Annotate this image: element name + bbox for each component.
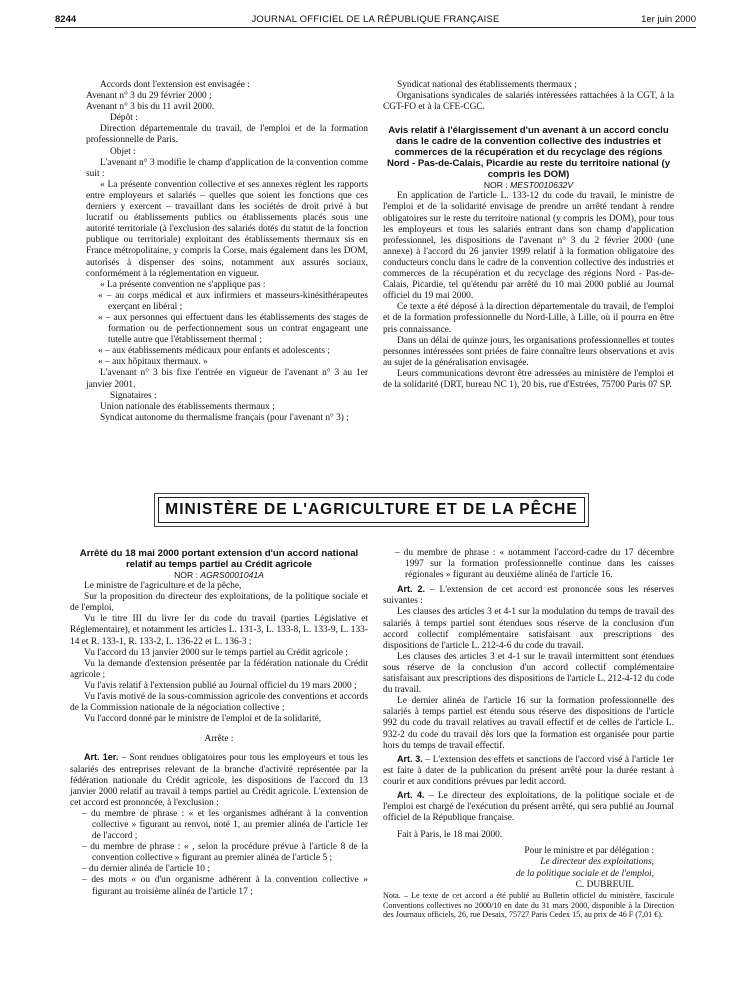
paragraph: Syndicat autonome du thermalisme français (pour l'avenant n° 3) ; <box>100 412 349 423</box>
paragraph: Union nationale des établissements thermaux ; <box>100 401 275 412</box>
paragraph: Accords dont l'extension est envisagée : <box>100 80 250 90</box>
article-label: Art. 2. <box>397 584 426 595</box>
paragraph: Syndicat national des établissements thermaux ; <box>397 80 577 90</box>
article-2 <box>383 584 674 607</box>
page-number: 8244 <box>55 14 77 25</box>
list-item: « – aux hôpitaux thermaux. » <box>98 357 208 368</box>
paragraph: Signataires : <box>110 390 157 401</box>
article-text: – Le directeur des exploitations, de la politique sociale et de l'emploi est chargé de l'exécution du présent arrêté, qui sera publié au Journal officiel de la République française. <box>383 790 675 824</box>
signature-line: Le directeur des exploitations, <box>540 857 654 868</box>
decree-title: Arrêté du 18 mai 2000 portant extension d'un accord national relatif au temps partiel au Crédit agricole <box>79 548 359 570</box>
list-item: – du membre de phrase : « et les organismes adhérant à la convention collective » figurant au renvoi, noté 1, au premier alinéa de l'article 1er de l'accord ; <box>82 808 368 842</box>
issue-date: 1er juin 2000 <box>641 14 696 25</box>
bottom-right-column <box>383 548 674 920</box>
list-item: « – aux personnes qui effectuent dans les établissements des stages de formation ou de perfectionnement sous un contrat engageant une tutelle autre que l'établissement thermal ; <box>98 312 368 346</box>
article-label: Art. 3. <box>397 753 423 764</box>
paragraph: Objet : <box>110 146 136 157</box>
paragraph: Avenant n° 3 bis du 11 avril 2000. <box>86 102 215 113</box>
article-text: – L'extension des effets et sanctions de l'accord visé à l'article 1er est faite à dater de la publication du présent arrêté pour la durée restant à courir et aux conditions prévues par ledit accord. <box>383 754 674 787</box>
paragraph: Vu l'accord du 13 janvier 2000 sur le temps partiel au Crédit agricole ; <box>84 647 348 658</box>
signature-line: Pour le ministre et par délégation : <box>524 846 654 857</box>
signing-place-date: Fait à Paris, le 18 mai 2000. <box>397 830 503 841</box>
article-1 <box>70 752 368 808</box>
bottom-left-column <box>70 548 368 898</box>
paragraph: Vu l'accord donné par le ministre de l'emploi et de la solidarité, <box>84 714 322 725</box>
footnote: Nota. – Le texte de cet accord a été publié au Bulletin officiel du ministère, fascicule Conventions collectives no 2000/10 en date du 31 mars 2000, disponible à la Direction des Journaux officiels, 26, rue Desaix, 75727 Paris Cedex 15, au prix de 46 F (7,01 €). <box>383 890 674 920</box>
paragraph: « La présente convention ne s'applique pas : <box>100 279 266 290</box>
article-3 <box>383 754 674 788</box>
paragraph: Vu l'avis relatif à l'extension publié au Journal officiel du 19 mars 2000 ; <box>84 680 357 691</box>
paragraph: En application de l'article L. 133-12 du code du travail, le ministre de l'emploi et de la solidarité envisage de prendre un arrêté tendant à rendre obligatoires sur le reste du territoire national (y compris les DOM), pour tous les employeurs et tous les salariés entrant dans son champ d'application professionnel, les dispositions de l'avenant n° 3 du 2 février 2000 (une annexe) à l'accord du 26 janvier 1999 relatif à la formation obligatoire des conducteurs conclu dans le cadre de la convention collective des industries et commerces de la récupération et du recyclage des régions Nord - Pas-de-Calais, Picardie, tel qu'étendu par arrêté du 10 mai 2000 publié au Journal officiel du 19 mai 2000. <box>383 191 674 302</box>
list-item: – des mots « ou d'un organisme adhérent à la convention collective » figurant au troisième alinéa de l'article 17 ; <box>82 875 368 897</box>
nor-code: MEST0010632V <box>510 180 574 191</box>
list-item: – du membre de phrase : « notamment l'accord-cadre du 17 décembre 1997 sur la formation professionnelle continue dans les caisses régionales » figurant au deuxième alinéa de l'article 16. <box>395 548 674 581</box>
article-text: – L'extension de cet accord est prononcée sous les réserves suivantes : <box>383 585 674 607</box>
paragraph: Le ministre de l'agriculture et de la pêche, <box>84 581 242 592</box>
paragraph: L'avenant n° 3 modifie le champ d'application de la convention comme suit : <box>86 157 368 179</box>
page-header <box>55 12 696 28</box>
header-rule <box>55 27 696 28</box>
paragraph: Direction départementale du travail, de l'emploi et de la formation professionnelle de Paris. <box>86 124 368 146</box>
paragraph: L'avenant n° 3 bis fixe l'entrée en vigueur de l'avenant n° 3 au 1er janvier 2001. <box>86 368 368 390</box>
nor-code: AGRS0001041A <box>200 570 264 580</box>
nor-reference <box>383 180 674 191</box>
top-left-column <box>86 80 368 424</box>
nor-label: NOR : <box>174 570 198 580</box>
paragraph: Vu le titre III du livre Ier du code du travail (parties Législative et Réglementaire), et notamment les articles L. 131-3, L. 133-8, L. 133-9, L. 133-14 et R. 133-1, R. 133-2, L. 136-22 et L. 136-3 ; <box>70 614 368 647</box>
paragraph: Dépôt : <box>110 113 138 124</box>
paragraph: Sur la proposition du directeur des exploitations, de la politique sociale et de l'emploi, <box>70 592 368 614</box>
paragraph: Les clauses des articles 3 et 4-1 sur le travail intermittent sont étendues sous réserve de la conclusion d'un accord collectif complémentaire satisfaisant aux prescriptions des dispositions de l'article L. 212-4-12 du code du travail. <box>383 651 674 696</box>
article-text: – Sont rendues obligatoires pour tous les employeurs et tous les salariés des entreprises relevant de la branche d'activité représentée par la fédération nationale du Crédit agricole, les dispositions de l'accord du 13 janvier 2000 relatif au travail à temps partiel au Crédit agricole. L'extension de cet accord est prononcée, à l'exclusion : <box>70 753 369 808</box>
signature-line: de la politique sociale et de l'emploi, <box>515 868 654 879</box>
ministry-banner: MINISTÈRE DE L'AGRICULTURE ET DE LA PÊCHE <box>158 497 585 523</box>
list-item: « – aux établissements médicaux pour enfants et adolescents ; <box>98 346 330 357</box>
paragraph: Vu la demande d'extension présentée par la fédération nationale du Crédit agricole ; <box>70 658 368 680</box>
article-label: Art. 4. <box>397 789 425 800</box>
paragraph: Ce texte a été déposé à la direction départementale du travail, de l'emploi et de la formation professionnelle du Nord-Lille, à Lille, où il pourra en être pris connaissance. <box>383 302 674 335</box>
paragraph: Vu l'avis motivé de la sous-commission agricole des conventions et accords de la Commission nationale de la négociation collective ; <box>70 692 368 714</box>
journal-title: JOURNAL OFFICIEL DE LA RÉPUBLIQUE FRANÇAISE <box>251 14 500 25</box>
paragraph: Les clauses des articles 3 et 4-1 sur la modulation du temps de travail des salariés à temps partiel sont étendues sous réserve de la conclusion d'un accord collectif complémentaire satisfaisant aux prescriptions des dispositions de l'article L. 212-4-6 du code du travail. <box>383 607 674 651</box>
paragraph: Avenant n° 3 du 29 février 2000 ; <box>86 91 212 102</box>
paragraph: Leurs communications devront être adressées au ministère de l'emploi et de la solidarité (DRT, bureau NC 1), 20 bis, rue d'Estrées, 75700 Paris 07 SP. <box>383 368 674 390</box>
paragraph: Dans un délai de quinze jours, les organisations professionnelles et toutes personnes intéressées sont priées de faire connaître leurs observations et avis au sujet de la généralisation envisagée. <box>383 335 674 368</box>
paragraph: « La présente convention collective et ses annexes règlent les rapports entre employeurs et salariés – quelles que soient les fonctions que ces derniers y exercent – travaillant dans les sociétés de droit privé à but lucratif ou établissements publics ou établissements placés sous une autorité territoriale (à l'exclusion des salariés dotés du statut de la fonction publique ou territoriale) exploitant des établissements thermaux sis en France métropolitaine, y compris la Corse, mais également dans les DOM, autorisés à dispenser des soins, notamment aux assurés sociaux, conformément à la réglementation en vigueur. <box>86 179 368 279</box>
nor-reference <box>70 570 368 581</box>
arrete-heading: Arrête : <box>204 734 234 745</box>
list-item: – du membre de phrase : « , selon la procédure prévue à l'article 8 de la convention collective » figurant au premier alinéa de l'article 5 ; <box>82 842 368 864</box>
paragraph: Organisations syndicales de salariés intéressées rattachées à la CGT, à la CGT-FO et à la CFE-CGC. <box>383 91 674 113</box>
signatory-name: C. DUBREUIL <box>575 879 634 890</box>
paragraph: Le dernier alinéa de l'article 16 sur la formation professionnelle des salariés à temps partiel est étendu sous réserve des dispositions de l'article 992 du code du travail relatives au travail effectif et de celles de l'article L. 932-2 du code du travail dès lors que la formation est organisée pour partie hors du temps de travail effectif. <box>383 696 674 751</box>
top-right-column <box>383 80 674 391</box>
nor-label: NOR : <box>483 180 508 191</box>
list-item: « – au corps médical et aux infirmiers et masseurs-kinésithérapeutes exerçant en libéral ; <box>98 290 368 312</box>
notice-title: Avis relatif à l'élargissement d'un avenant à un accord conclu dans le cadre de la convention collective des industries et commerces de la récupération et du recyclage des régions Nord - Pas-de-Calais, Picardie au reste du territoire national (y compris les DOM) <box>386 125 671 181</box>
list-item: – du dernier alinéa de l'article 10 ; <box>82 864 210 875</box>
article-label: Art. 1er. <box>84 752 119 763</box>
article-4 <box>383 790 674 824</box>
